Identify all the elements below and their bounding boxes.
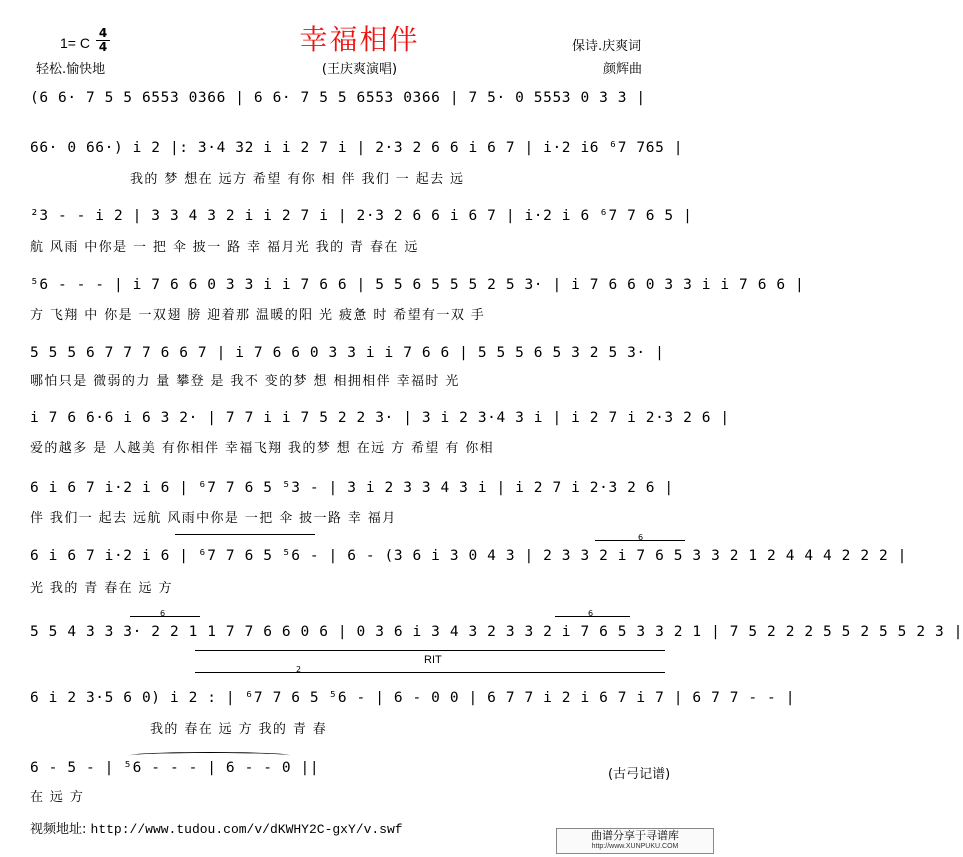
score-line-7-lyrics: 伴 我们一 起去 远航 风雨中你是 一把 伞 披一路 幸 福月 bbox=[30, 511, 397, 526]
score-line-5-notes: 5 5 5 6 7 7 7 6 6 7 | i 7 6 6 0 3 3 i i 7 6 6 | 5 5 5 6 5 3 2 5 3· | bbox=[30, 345, 665, 361]
score-line-6-lyrics: 爱的越多 是 人越美 有你相伴 幸福飞翔 我的梦 想 在远 方 希望 有 你相 bbox=[30, 441, 495, 456]
video-url[interactable]: http://www.tudou.com/v/dKWHY2C-gxY/v.swf bbox=[90, 822, 403, 837]
score-line-10-lyrics: 我的 春在 远 方 我的 青 春 bbox=[150, 722, 328, 737]
duplet-number: 2 bbox=[296, 665, 302, 674]
score-line-7-notes: 6 i 6 7 i·2 i 6 | ⁶7 7 6 5 ⁵3 - | 3 i 2 3 3 4 3 i | i 2 7 i 2·3 2 6 | bbox=[30, 480, 674, 496]
key-signature: 1= C bbox=[60, 35, 90, 51]
score-line-4-lyrics: 方 飞翔 中 你是 一双翅 膀 迎着那 温暖的阳 光 疲惫 时 希望有一双 手 bbox=[30, 308, 486, 323]
score-line-9-notes: 5 5 4 3 3 3· 2 2 1 1 7 7 6 6 0 6 | 0 3 6 i 3 4 3 2 3 3 2 i 7 6 5 3 3 2 1 | 7 5 2 2 2 5 5 2 5 5 2 3 | bbox=[30, 624, 963, 640]
score-line-3-notes: ²3 - - i 2 | 3 3 4 3 2 i i 2 7 i | 2·3 2 6 6 i 6 7 | i·2 i 6 ⁶7 7 6 5 | bbox=[30, 208, 693, 224]
rit-bracket bbox=[195, 650, 665, 651]
triplet-bracket bbox=[175, 534, 315, 535]
song-title: 幸福相伴 bbox=[299, 23, 420, 56]
score-line-1-notes: (6 6· 7 5 5 6553 0366 | 6 6· 7 5 5 6553 0366 | 7 5· 0 5553 0 3 3 | bbox=[30, 90, 646, 106]
score-line-2-lyrics: 我的 梦 想在 远方 希望 有你 相 伴 我们 一 起去 远 bbox=[130, 172, 465, 187]
score-line-11-lyrics: 在 远 方 bbox=[30, 790, 85, 805]
duplet-bracket bbox=[195, 672, 665, 673]
lyricist-credit: 保诗.庆爽词 bbox=[572, 39, 642, 54]
score-line-3-lyrics: 航 风雨 中你是 一 把 伞 披一 路 幸 福月光 我的 青 春在 远 bbox=[30, 240, 419, 255]
score-line-8-notes: 6 i 6 7 i·2 i 6 | ⁶7 7 6 5 ⁵6 - | 6 - (3 6 i 3 0 4 3 | 2 3 3 2 i 7 6 5 3 3 2 1 2 4 4 4 2 2 2 | bbox=[30, 548, 907, 564]
triplet-number: 6 bbox=[160, 609, 166, 618]
triplet-number: 6 bbox=[588, 609, 594, 618]
composer-credit: 颜辉曲 bbox=[603, 62, 643, 77]
tempo-marking: 轻松.愉快地 bbox=[36, 62, 106, 77]
score-line-4-notes: ⁵6 - - - | i 7 6 6 0 3 3 i i 7 6 6 | 5 5 6 5 5 5 2 5 3· | i 7 6 6 0 3 3 i i 7 6 6 | bbox=[30, 277, 805, 293]
score-line-5-lyrics: 哪怕只是 微弱的力 量 攀登 是 我不 变的梦 想 相拥相伴 幸福时 光 bbox=[30, 374, 460, 389]
transcriber-note: (古弓记谱) bbox=[608, 767, 671, 782]
singer-credit: (王庆爽演唱) bbox=[321, 62, 398, 77]
rit-marking: RIT bbox=[424, 654, 442, 666]
score-line-2-notes: 66· 0 66·) i 2 |: 3·4 32 i i 2 7 i | 2·3 2 6 6 i 6 7 | i·2 i6 ⁶7 765 | bbox=[30, 140, 684, 156]
score-line-11-notes: 6 - 5 - | ⁵6 - - - | 6 - - 0 || bbox=[30, 760, 320, 776]
meter-top: 4 bbox=[98, 26, 108, 40]
watermark-badge bbox=[556, 828, 714, 854]
video-address bbox=[30, 818, 403, 837]
score-line-6-notes: i 7 6 6·6 i 6 3 2· | 7 7 i i 7 5 2 2 3· | 3 i 2 3·4 3 i | i 2 7 i 2·3 2 6 | bbox=[30, 410, 730, 426]
watermark-url: http://www.XUNPUKU.COM bbox=[591, 843, 679, 850]
triplet-number: 6 bbox=[638, 533, 644, 542]
watermark-text: 曲谱分享于寻谱库 bbox=[591, 829, 679, 842]
time-signature bbox=[96, 28, 110, 53]
tie-arc bbox=[130, 752, 290, 759]
meter-bottom: 4 bbox=[98, 40, 108, 54]
score-line-8-lyrics: 光 我的 青 春在 远 方 bbox=[30, 581, 173, 596]
video-label: 视频地址: bbox=[30, 822, 87, 837]
score-line-10-notes: 6 i 2 3·5 6 0) i 2 : | ⁶7 7 6 5 ⁵6 - | 6 - 0 0 | 6 7 7 i 2 i 6 7 i 7 | 6 7 7 - - | bbox=[30, 690, 796, 706]
